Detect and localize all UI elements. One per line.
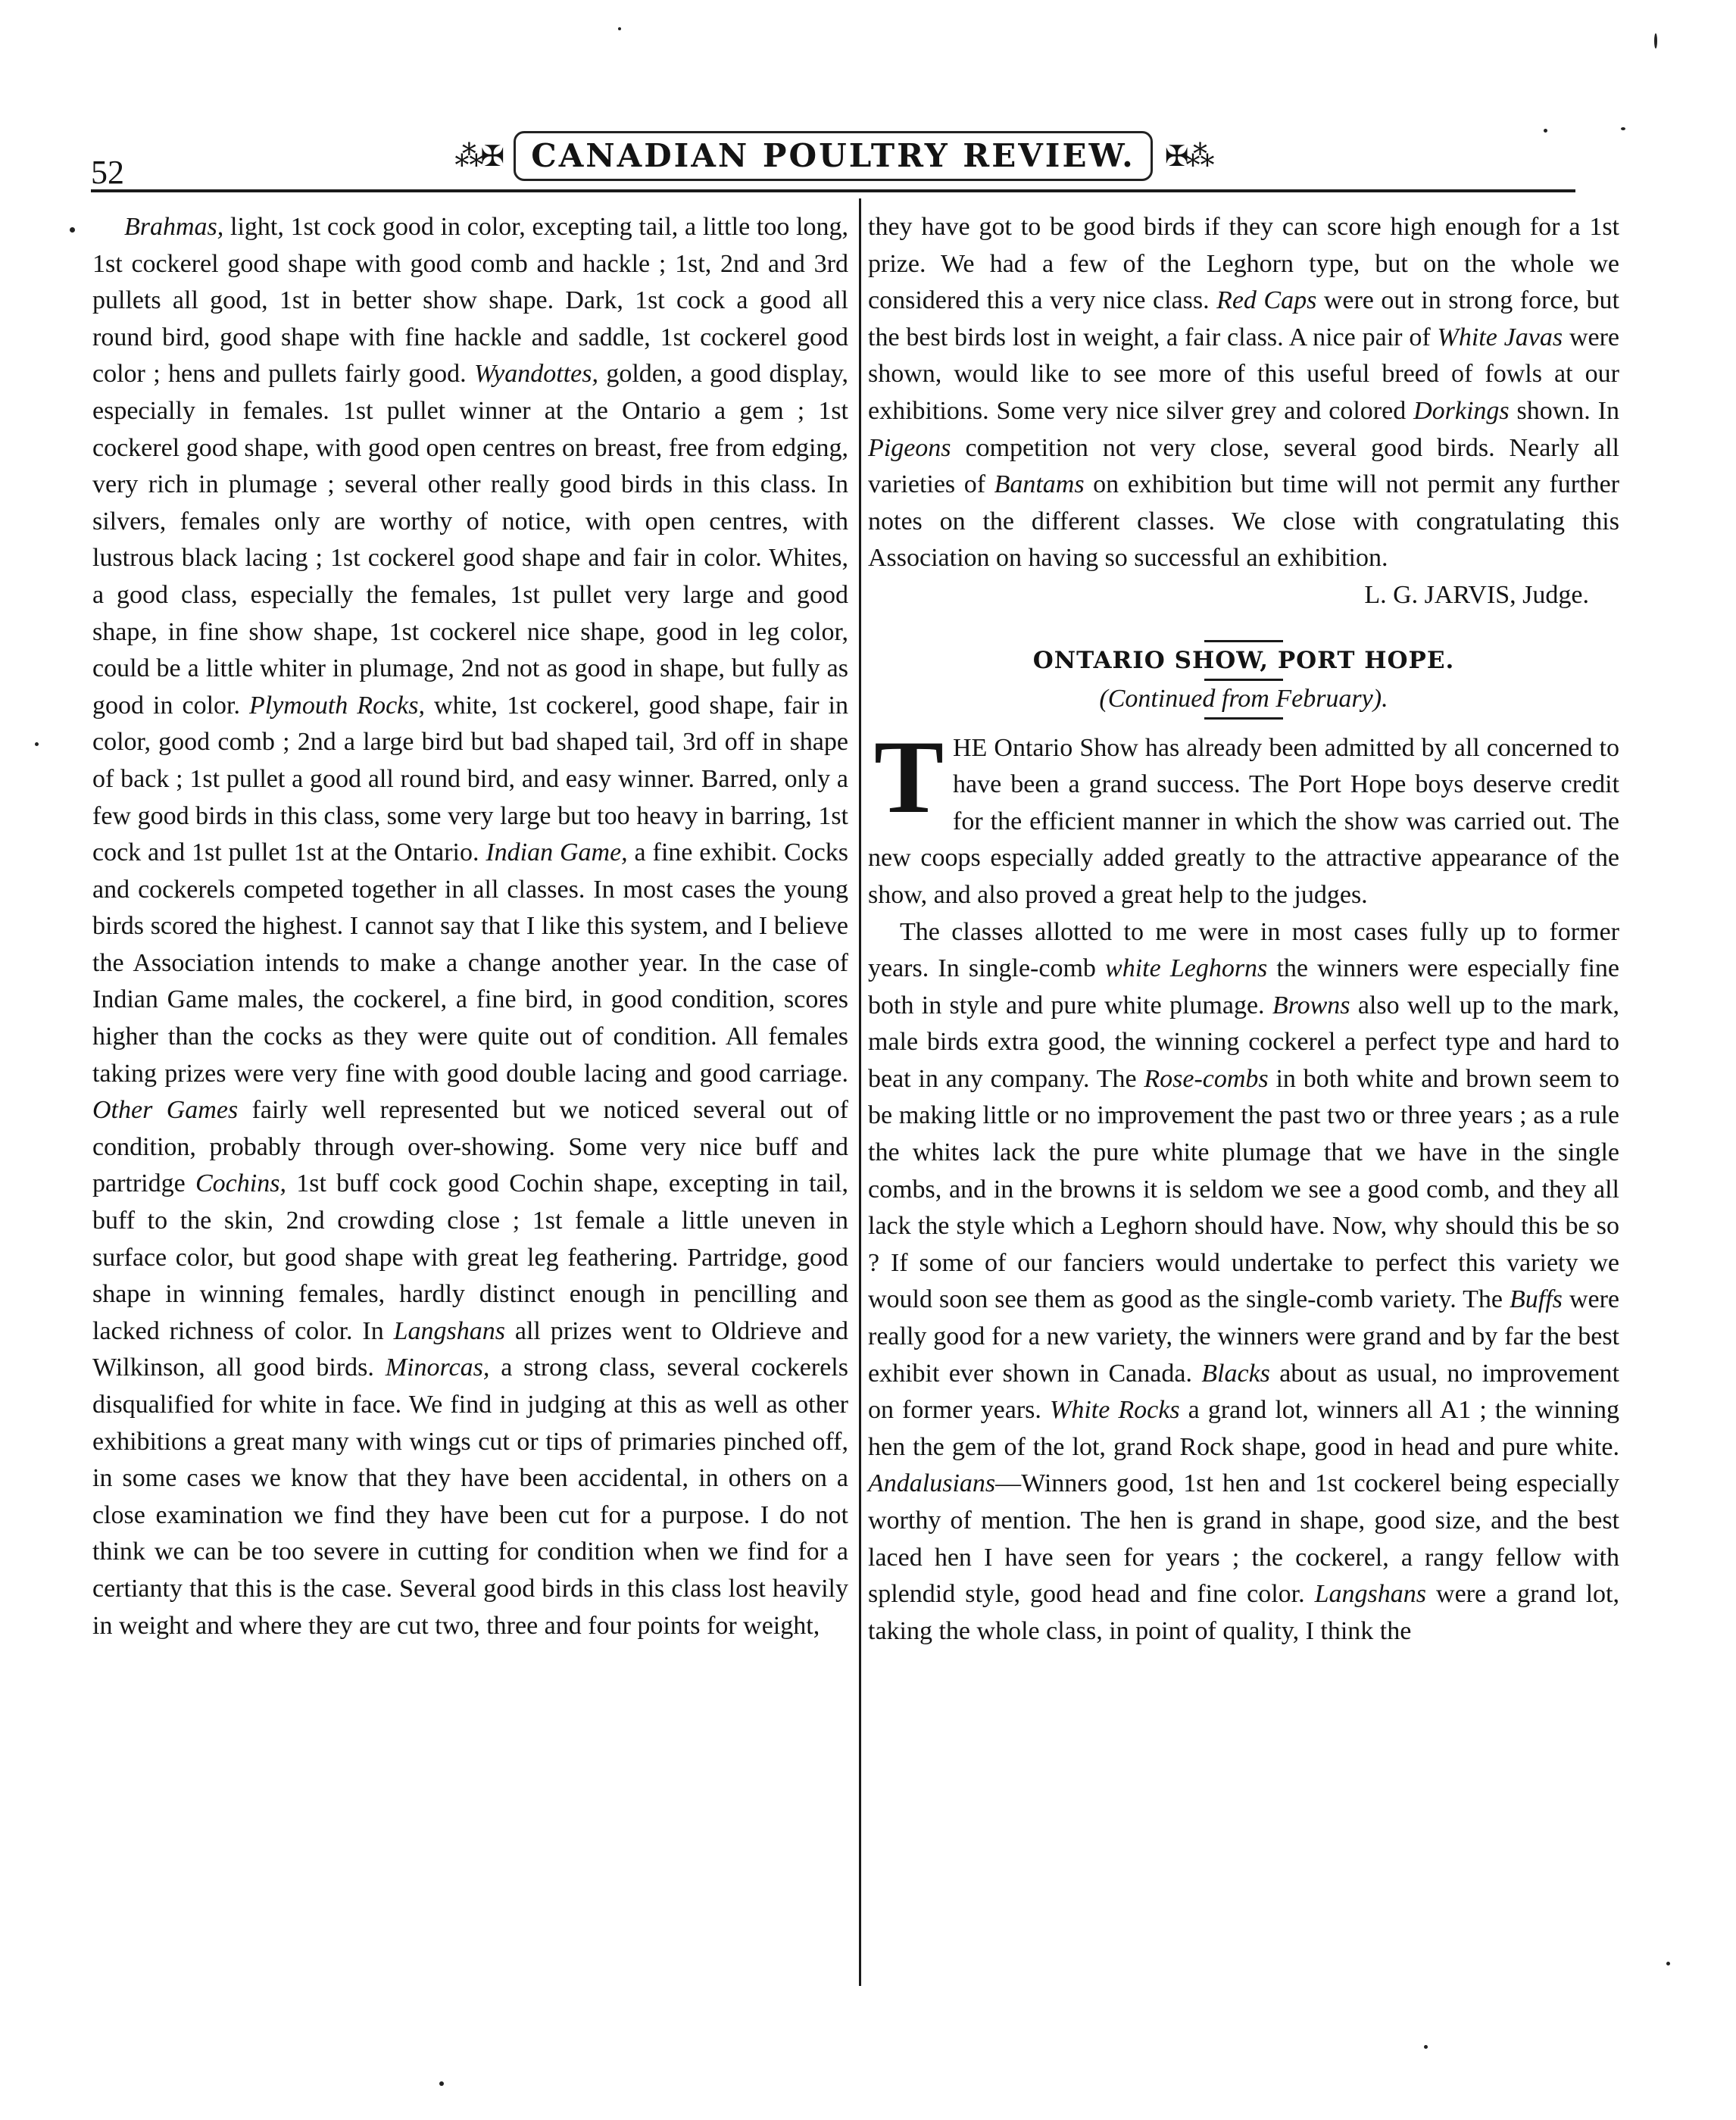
text-run: white, 1st cockerel, good shape, fair in color, good comb ; 2nd a large bird but bad shaped tail, 3rd off in shape of back ; 1st pullet a good all round bird, and easy winner. Barred, only a few good birds in this class, some very large but too heavy in barring, 1st cock and 1st pullet 1st at the Ontario.	[92, 691, 848, 867]
italic-term: Other Games	[92, 1096, 239, 1125]
italic-term: Langshans	[393, 1316, 506, 1345]
paragraph	[868, 914, 1619, 1650]
scan-speck	[1654, 33, 1657, 48]
masthead-title: CANADIAN POULTRY REVIEW.	[514, 131, 1152, 181]
paragraph	[868, 718, 1619, 914]
italic-term: Plymouth Rocks,	[248, 691, 425, 720]
text-run: a strong class, several cockerels disqualified for white in face. We find in judging at this as well as other exhibitions a great many with wings cut or tips of primaries pinched off, in some cases we know that they have been accidental, in others on a close examination we find they have been cut for a purpose. I do not think we can be too severe in cutting for condition when we find for a certianty that this is the case. Several good birds in this class lost heavily in weight and where they are cut two, three and four points for weight,	[92, 1353, 848, 1640]
italic-term: Bantams	[994, 470, 1085, 499]
scan-speck	[618, 27, 621, 30]
text-run: light, 1st cock good in color, excepting tail, a little too long, 1st cockerel good shape with good comb and hackle ; 1st, 2nd and 3rd pullets all good, 1st in better show shape. Dark, 1st cock a good all round bird, good shape with fine hackle and saddle, 1st cockerel good color ; hens and pullets fairly good.	[92, 213, 848, 389]
italic-term: Blacks	[1201, 1359, 1270, 1388]
text-run: on exhibition but time will not permit any further notes on the different classes. We close with congratulating this Association on having so successful an exhibition.	[868, 470, 1619, 573]
scan-speck	[1424, 2045, 1428, 2049]
text-run: about as usual, no improvement on former years.	[868, 1359, 1619, 1425]
text-run: The classes allotted to me were in most cases fully up to former years. In single-comb	[868, 917, 1619, 983]
text-run: HE Ontario Show has already been admitted by all concerned to have been a grand success. The Port Hope boys deserve credit for the efficient manner in which the show was carried out. The new coops especially added greatly to the attractive appearance of the show, and also proved a great help to the judges.	[868, 733, 1619, 909]
italic-term: Indian Game,	[486, 838, 628, 867]
scan-speck	[1666, 1962, 1670, 1965]
page-number: 52	[91, 154, 124, 191]
italic-term: Pigeons	[868, 433, 951, 462]
text-run: in both white and brown seem to be making little or no improvement the past two or three years ; as a rule the whites lack the pure white plumage that we have in the single combs, and in the browns it is seldom we see a good comb, and they all lack the style which a Leghorn should have. Now, why should this be so ? If some of our fanciers would undertake to perfect this variety we would soon see them as good as the single-comb variety. The	[868, 1064, 1619, 1314]
right-ornament-icon: ✠⁂	[1164, 140, 1212, 173]
italic-term: Red Caps	[1216, 286, 1317, 315]
left-column	[92, 209, 848, 1644]
italic-term: Buffs	[1510, 1285, 1563, 1314]
italic-term: Brahmas,	[124, 213, 224, 241]
text-run: also well up to the mark, male birds extra good, the winning cockerel a perfect type and hard to beat in any company. The	[868, 991, 1619, 1093]
paragraph	[92, 209, 848, 1644]
italic-term: Rose-combs	[1144, 1064, 1269, 1093]
italic-term: Wyandottes,	[473, 360, 598, 389]
italic-term: Cochins,	[195, 1169, 286, 1198]
text-run: fairly well represented but we noticed several out of condition, probably through over-showing. Some very nice buff and partridge	[92, 1096, 848, 1198]
paragraph	[868, 209, 1619, 577]
scan-speck	[1544, 129, 1547, 133]
text-run: they have got to be good birds if they can score high enough for a 1st prize. We had a few of the Leghorn type, but on the whole we considered this a very nice class.	[868, 213, 1619, 315]
text-run: a grand lot, winners all A1 ; the winning hen the gem of the lot, grand Rock shape, good in head and pure white.	[868, 1396, 1619, 1461]
right-column	[868, 209, 1619, 1650]
text-run: were shown, would like to see more of this useful breed of fowls at our exhibitions. Some very nice silver grey and colored	[868, 323, 1620, 425]
italic-term: Andalusians	[868, 1469, 996, 1498]
italic-term: Dorkings	[1413, 396, 1510, 425]
scan-speck	[70, 227, 75, 233]
signature: L. G. JARVIS, Judge.	[1364, 580, 1589, 609]
column-divider	[859, 198, 861, 1986]
text-run: —Winners good, 1st hen and 1st cockerel being especially worthy of mention. The hen is grand in shape, good size, and the best laced hen I have seen for years ; the cockerel, a rangy fellow with splendid style, good head and fine color.	[868, 1469, 1619, 1609]
scan-speck	[439, 2081, 444, 2086]
italic-term: Langshans	[1314, 1580, 1426, 1609]
article-body	[868, 718, 1619, 1650]
text-run: were a grand lot, taking the whole class, in point of quality, I think the	[868, 1580, 1619, 1645]
scan-speck	[1621, 127, 1625, 130]
masthead	[91, 129, 1575, 183]
italic-term: white Leghorns	[1105, 954, 1268, 983]
text-run: were out in strong force, but the best birds lost in weight, a fair class. A nice pair of	[868, 286, 1619, 351]
continued-note: (Continued from February).	[1099, 684, 1388, 713]
drop-cap: T	[873, 718, 944, 835]
text-run: a fine exhibit. Cocks and cockerels competed together in all classes. In most cases the young birds scored the highest. I cannot say that I like this system, and I believe the Association intends to make a change another year. In the case of Indian Game males, the cockerel, a fine bird, in good condition, scores higher than the cocks as they were quite out of condition. All females taking prizes were very fine with good double lacing and good carriage.	[92, 838, 848, 1088]
italic-term: Minorcas,	[385, 1353, 490, 1382]
text-run: shown. In	[1509, 396, 1619, 425]
left-ornament-icon: ⁂✠	[454, 140, 502, 173]
section-title: ONTARIO SHOW, PORT HOPE.	[1032, 646, 1455, 674]
text-run: golden, a good display, especially in females. 1st pullet winner at the Ontario a gem ; 1st cockerel good shape, with good open centres on breast, free from edging, very rich in plumage ; several other really good birds in this class. In silvers, females only are worthy of notice, with open centres, with lustrous black lacing ; 1st cockerel good shape and fair in color. Whites, a good class, especially the females, 1st pullet very large and good shape, in fine show shape, 1st cockerel nice shape, good in leg color, could be a little whiter in plumage, 2nd not as good in shape, but fully as good in color.	[92, 360, 848, 720]
left-column-body	[92, 209, 848, 1644]
text-run: the winners were especially fine both in style and pure white plumage.	[868, 954, 1619, 1019]
scan-speck	[35, 742, 39, 746]
header-rule	[91, 189, 1575, 192]
italic-term: White Javas	[1437, 323, 1563, 351]
text-run: all prizes went to Oldrieve and Wilkinson, all good birds.	[92, 1316, 849, 1382]
right-column-continuation	[868, 209, 1619, 577]
text-run: competition not very close, several good birds. Nearly all varieties of	[868, 433, 1619, 499]
text-run: were really good for a new variety, the winners were grand and by far the best exhibit ever shown in Canada.	[868, 1285, 1619, 1388]
text-run: 1st buff cock good Cochin shape, excepting in tail, buff to the skin, 2nd crowding close ; 1st female a little uneven in surface color, but good shape with great leg feathering. Partridge, good shape in winning females, hardly distinct enough in pencilling and lacked richness of color. In	[92, 1169, 849, 1345]
italic-term: White Rocks	[1050, 1396, 1180, 1425]
page-header	[91, 129, 1575, 192]
section-rule-bottom	[1204, 717, 1283, 720]
italic-term: Browns	[1272, 991, 1350, 1019]
